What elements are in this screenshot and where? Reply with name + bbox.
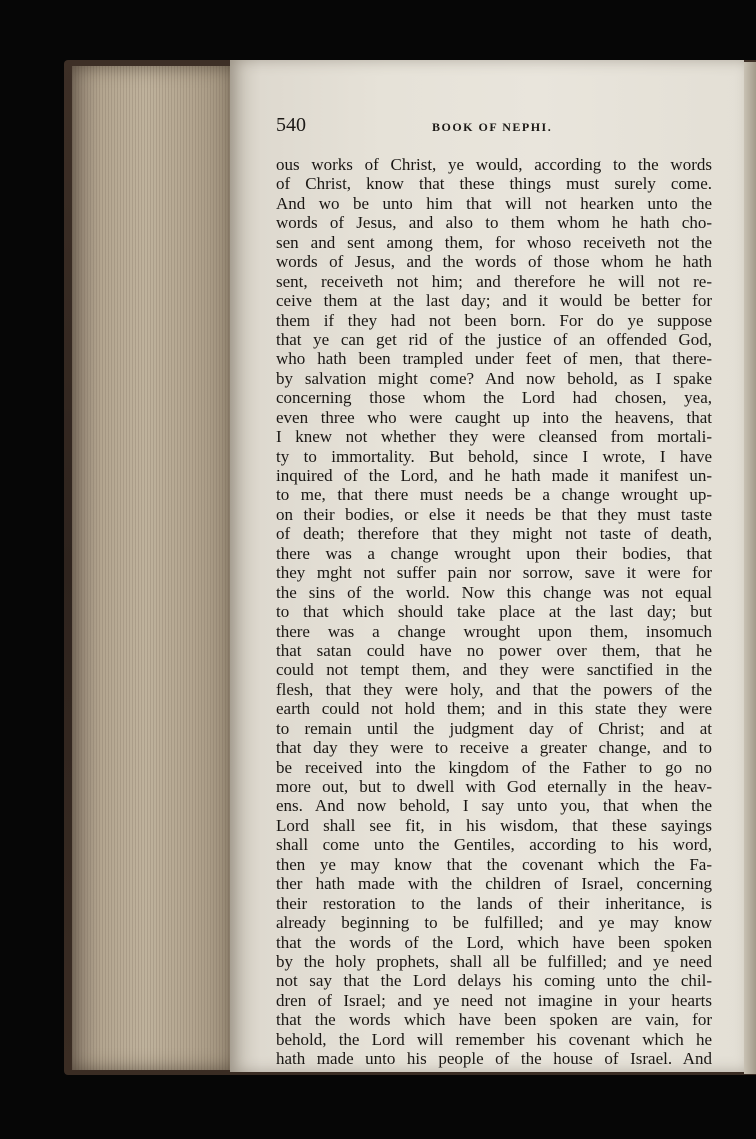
page-header xyxy=(276,114,712,140)
text-line: then ye may know that the covenant which the Fa- xyxy=(276,854,712,874)
text-line: that satan could have no power over them, that he xyxy=(276,640,712,660)
body-text xyxy=(276,155,712,1069)
text-line: that ye can get rid of the justice of an offended God, xyxy=(276,329,712,349)
text-line: hath made unto his people of the house of Israel. And xyxy=(276,1049,712,1069)
text-line: behold, the Lord will remember his covenant which he xyxy=(276,1029,712,1049)
text-line: ther hath made with the children of Israel, concerning xyxy=(276,874,712,894)
text-line: that the words which have been spoken are vain, for xyxy=(276,1010,712,1030)
text-line: of death; therefore that they might not taste of death, xyxy=(276,524,712,544)
text-line: sent, receiveth not him; and therefore he will not re- xyxy=(276,271,712,291)
page-right-edge xyxy=(744,62,756,1074)
text-line: by salvation might come? And now behold, as I spake xyxy=(276,368,712,388)
text-line: their restoration to the lands of their inheritance, is xyxy=(276,893,712,913)
text-line: not say that the Lord delays his coming unto the chil- xyxy=(276,971,712,991)
text-line: to me, that there must needs be a change wrought up- xyxy=(276,485,712,505)
text-line: that the words of the Lord, which have been spoken xyxy=(276,932,712,952)
text-line: already beginning to be fulfilled; and ye may know xyxy=(276,913,712,933)
text-line: who hath been trampled under feet of men, that there- xyxy=(276,349,712,369)
page-number: 540 xyxy=(276,114,306,136)
text-line: they mght not suffer pain nor sorrow, save it were for xyxy=(276,563,712,583)
text-line: flesh, that they were holy, and that the powers of the xyxy=(276,679,712,699)
text-line: to that which should take place at the last day; but xyxy=(276,602,712,622)
text-line: could not tempt them, and they were sanctified in the xyxy=(276,660,712,680)
text-line: I knew not whether they were cleansed from mortali- xyxy=(276,427,712,447)
text-line: earth could not hold them; and in this state they were xyxy=(276,699,712,719)
text-line: there was a change wrought upon their bodies, that xyxy=(276,543,712,563)
text-line: ens. And now behold, I say unto you, that when the xyxy=(276,796,712,816)
text-line: on their bodies, or else it needs be that they must taste xyxy=(276,504,712,524)
text-line: shall come unto the Gentiles, according to his word, xyxy=(276,835,712,855)
text-line: words of Jesus, and the words of those whom he hath xyxy=(276,252,712,272)
text-line: the sins of the world. Now this change was not equal xyxy=(276,582,712,602)
text-line: there was a change wrought upon them, insomuch xyxy=(276,621,712,641)
text-line: by the holy prophets, shall all be fulfilled; and ye need xyxy=(276,951,712,971)
text-line: sen and sent among them, for whoso receiveth not the xyxy=(276,232,712,252)
text-line: And wo be unto him that will not hearken unto the xyxy=(276,193,712,213)
text-line: words of Jesus, and also to them whom he hath cho- xyxy=(276,213,712,233)
text-line: concerning those whom the Lord had chosen, yea, xyxy=(276,388,712,408)
text-line: ty to immortality. But behold, since I wrote, I have xyxy=(276,446,712,466)
text-line: Lord shall see fit, in his wisdom, that these sayings xyxy=(276,815,712,835)
text-line: even three who were caught up into the heavens, that xyxy=(276,407,712,427)
text-line: dren of Israel; and ye need not imagine in your hearts xyxy=(276,990,712,1010)
text-line: ous works of Christ, ye would, according to the words xyxy=(276,155,712,174)
text-line: them if they had not been born. For do ye suppose xyxy=(276,310,712,330)
text-line: of Christ, know that these things must surely come. xyxy=(276,174,712,194)
text-line: more out, but to dwell with God eternally in the heav- xyxy=(276,777,712,796)
page-block-edges xyxy=(72,66,234,1070)
text-line: be received into the kingdom of the Father to go no xyxy=(276,757,712,777)
running-title: BOOK OF NEPHI. xyxy=(432,120,553,134)
text-line: that day they were to receive a greater change, and to xyxy=(276,738,712,758)
text-line: ceive them at the last day; and it would be better for xyxy=(276,291,712,311)
text-line: to remain until the judgment day of Christ; and at xyxy=(276,718,712,738)
text-line: inquired of the Lord, and he hath made it manifest un- xyxy=(276,466,712,485)
